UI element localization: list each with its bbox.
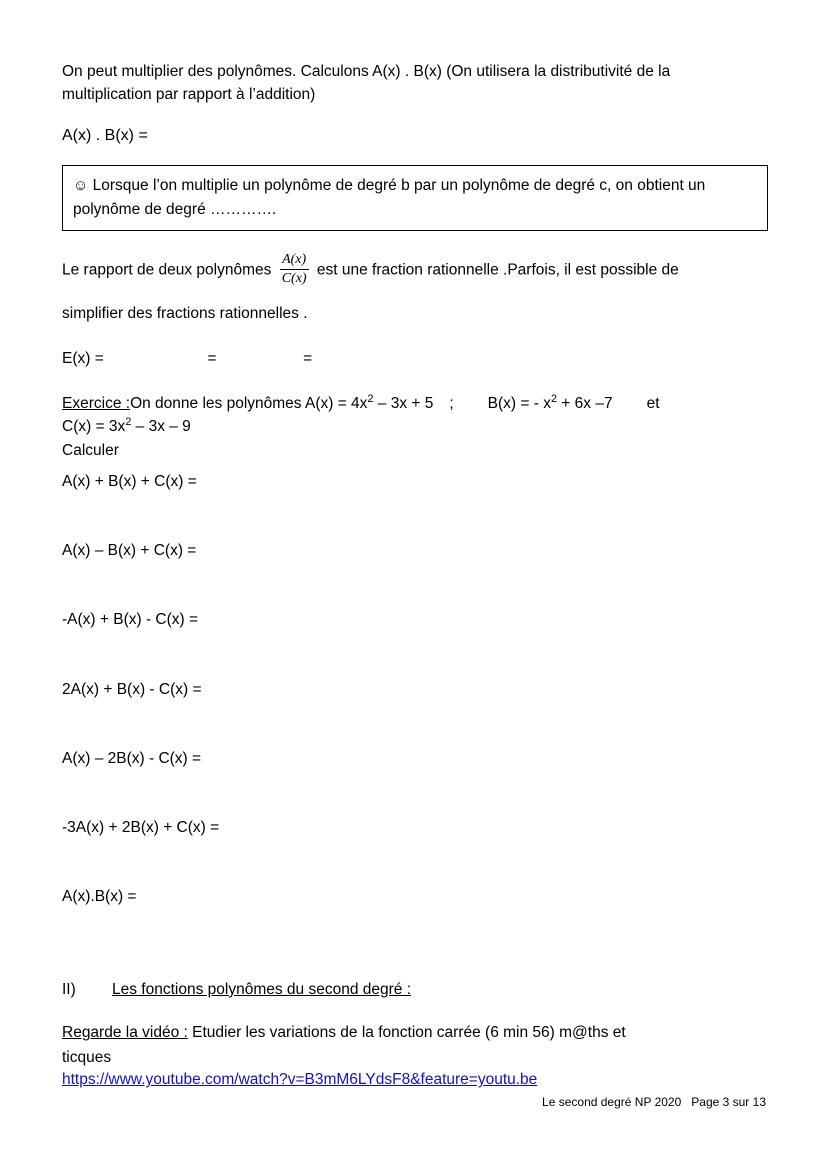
- calc-item-6-wrap: [62, 885, 768, 908]
- page-content: [62, 60, 768, 1089]
- exercise-calculer: Calculer: [62, 441, 119, 459]
- calc-item-3: 2A(x) + B(x) - C(x) =: [62, 680, 202, 698]
- video-url-link[interactable]: https://www.youtube.com/watch?v=B3mM6LYdsF8&feature=youtu.be: [62, 1071, 538, 1089]
- intro-line-2: multiplication par rapport à l’addition): [62, 86, 316, 104]
- exercise-statement-part-1: On donne les polynômes A(x) = 4x: [130, 395, 368, 413]
- callout-box: [62, 165, 768, 231]
- exercise-line2-exponent: 2: [125, 416, 132, 429]
- video-text-1: Etudier les variations de la fonction carrée (6 min 56) m@ths et: [187, 1023, 626, 1041]
- rational-before-fraction: Le rapport de deux polynômes: [62, 261, 272, 279]
- rational-line-2: simplifier des fractions rationnelles .: [62, 304, 308, 322]
- product-prompt: A(x) . B(x) =: [62, 126, 148, 144]
- ex-label: E(x) =: [62, 349, 104, 367]
- fraction-a-over-c: [280, 252, 309, 287]
- calc-item-2-wrap: [62, 608, 768, 631]
- video-line-2: ticques: [62, 1048, 112, 1066]
- exercise-statement-part-4: + 6x –7: [557, 395, 613, 413]
- ex-equals-2: =: [303, 349, 313, 367]
- exercise-line2-part-2: – 3x – 9: [131, 418, 191, 436]
- smiley-icon: ☺: [73, 176, 89, 194]
- exercise-statement-line-2: [62, 415, 768, 438]
- video-label: Regarde la vidéo :: [62, 1023, 188, 1041]
- intro-paragraph: [62, 60, 768, 107]
- spacer-3: [62, 462, 768, 470]
- spacer-2: [62, 370, 768, 392]
- fraction-denominator: C(x): [281, 270, 307, 286]
- calc-item-4: A(x) – 2B(x) - C(x) =: [62, 749, 202, 767]
- exercise-statement-part-2: – 3x + 5: [373, 395, 434, 413]
- video-line-1: [62, 1021, 768, 1044]
- exercise-semicolon: ;: [449, 395, 454, 413]
- calc-item-5: -3A(x) + 2B(x) + C(x) =: [62, 819, 220, 837]
- calc-item-1: A(x) – B(x) + C(x) =: [62, 542, 197, 560]
- page-footer: Le second degré NP 2020 Page 3 sur 13: [542, 1095, 766, 1109]
- calc-item-4-wrap: [62, 747, 768, 770]
- rational-after-fraction: est une fraction rationnelle .Parfois, il est possible de: [316, 261, 679, 279]
- exercise-exponent-1: 2: [367, 393, 374, 406]
- calc-item-2: -A(x) + B(x) - C(x) =: [62, 611, 199, 629]
- section-2-title: Les fonctions polynômes du second degré :: [112, 980, 411, 998]
- callout-line-2: polynôme de degré ………….: [73, 200, 277, 218]
- exercise-statement-part-3: B(x) = - x: [487, 395, 551, 413]
- calc-item-1-wrap: [62, 539, 768, 562]
- exercise-statement-line-1: [62, 392, 768, 415]
- fraction-numerator: A(x): [282, 251, 307, 267]
- spacer-1: [62, 325, 768, 347]
- exercise-exponent-2: 2: [550, 393, 557, 406]
- rational-paragraph: [62, 253, 768, 325]
- calc-item-3-wrap: [62, 678, 768, 701]
- calc-item-0-wrap: [62, 470, 768, 493]
- intro-line-1: On peut multiplier des polynômes. Calculons A(x) . B(x) (On utilisera la distributivité de la: [62, 63, 671, 80]
- calc-item-6: A(x).B(x) =: [62, 888, 137, 906]
- exercise-title: Exercice :: [62, 395, 131, 413]
- exercise-et: et: [646, 395, 660, 413]
- ex-equals-1: =: [207, 349, 217, 367]
- ex-prompt-line: [62, 347, 768, 370]
- callout-line-1: Lorsque l’on multiplie un polynôme de degré b par un polynôme de degré c, on obtient un: [92, 176, 706, 194]
- spacer-4: [62, 955, 768, 973]
- rational-line-1: [62, 253, 768, 288]
- section-2-heading: [62, 981, 768, 999]
- calc-item-5-wrap: [62, 816, 768, 839]
- calc-item-0: A(x) + B(x) + C(x) =: [62, 472, 197, 490]
- section-2-numeral: II): [62, 980, 76, 998]
- exercise-line2-part-1: C(x) = 3x: [62, 418, 126, 436]
